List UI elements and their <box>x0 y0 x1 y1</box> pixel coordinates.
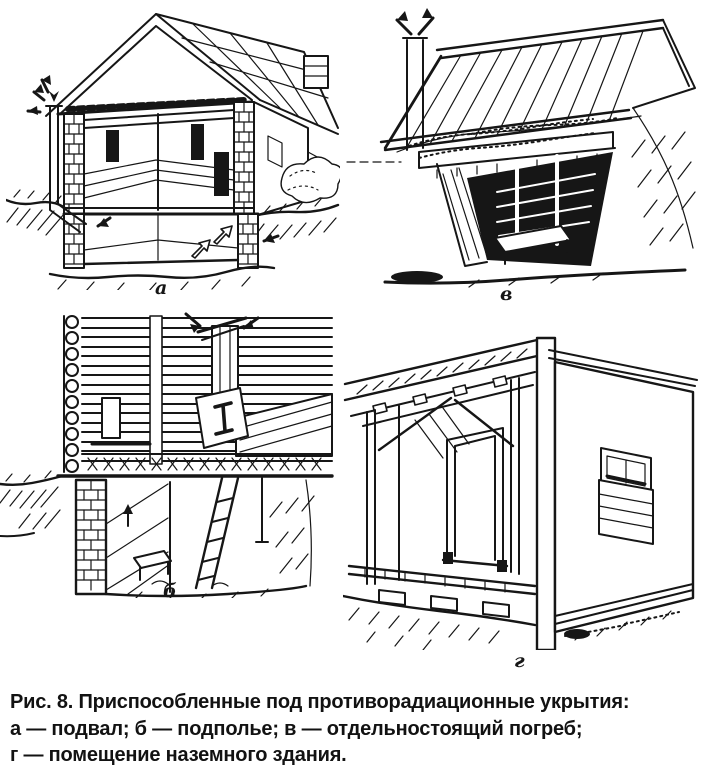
floor-and-foundation <box>343 566 535 650</box>
panel-label-b: б <box>163 580 177 602</box>
drawing-a-house-with-basement <box>6 2 340 290</box>
ground-left <box>0 471 62 536</box>
drawing-v-detached-cellar <box>345 0 701 294</box>
doorway <box>443 428 507 572</box>
caption-line-2: а — подвал; б — подполье; в — отдельностоящий погреб; <box>10 717 583 740</box>
vent-hatch <box>92 314 258 448</box>
underfloor-pit <box>106 478 314 598</box>
floor-structure <box>58 454 332 476</box>
exterior-wall <box>549 350 697 640</box>
figure-caption <box>10 689 698 769</box>
brick-pier <box>76 480 106 594</box>
log-wall <box>64 316 332 472</box>
panel-label-v: в <box>500 283 513 305</box>
panel-label-g: г <box>514 650 525 672</box>
caption-line-3: г — помещение наземного здания. <box>10 744 347 766</box>
interior-cutaway <box>64 110 258 214</box>
ground <box>385 270 685 287</box>
roof <box>46 14 338 134</box>
corner-pillar <box>537 338 555 650</box>
drawing-g-above-ground-room <box>343 328 701 650</box>
drawing-b-log-house-underfloor <box>0 306 336 598</box>
side-wall-and-bush <box>254 102 340 216</box>
cellar-chamber <box>437 152 613 266</box>
panel-label-a: а <box>155 277 168 299</box>
interior-framing <box>345 340 537 584</box>
caption-line-1: Рис. 8. Приспособленные под противорадиационные укрытия: <box>10 691 630 713</box>
